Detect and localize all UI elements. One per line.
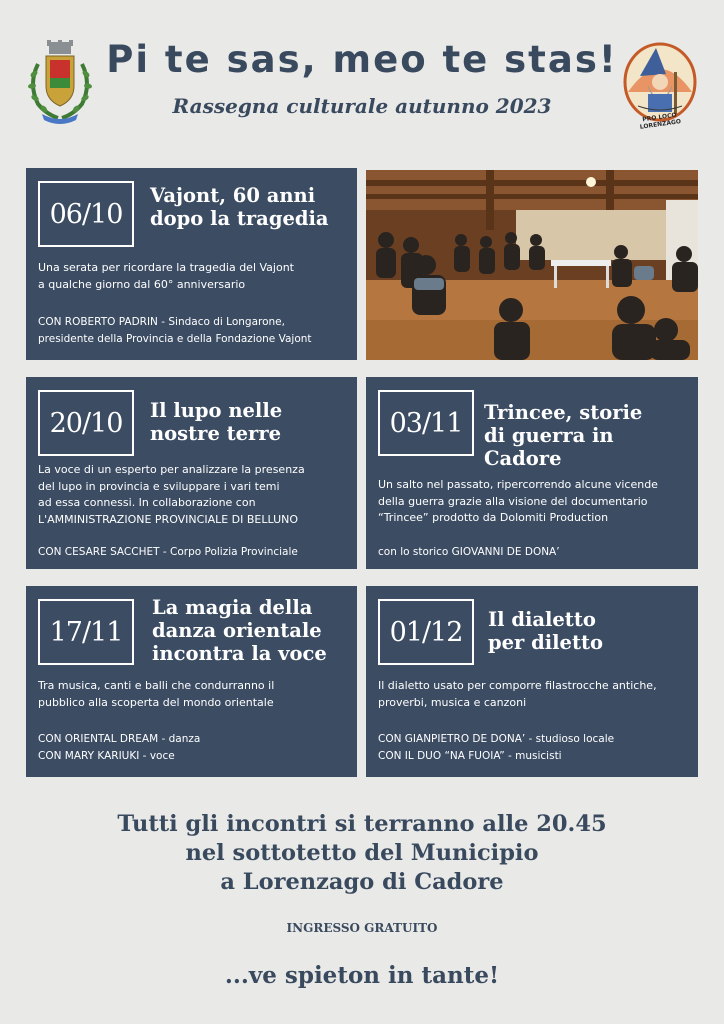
event-date: 17/11 bbox=[38, 599, 134, 665]
event-date: 06/10 bbox=[38, 181, 134, 247]
poster-subtitle: Rassegna culturale autunno 2023 bbox=[172, 94, 552, 118]
closing-slogan: ...ve spieton in tante! bbox=[224, 962, 500, 989]
event-card bbox=[26, 586, 357, 777]
venue-info: Tutti gli incontri si terranno alle 20.45 nel sottotetto del Municipio a Lorenzago di Cadore bbox=[117, 811, 607, 895]
event-guest: CON CESARE SACCHET - Corpo Polizia Provinciale bbox=[38, 546, 298, 558]
event-card bbox=[26, 377, 357, 569]
event-guest: CON GIANPIETRO DE DONA’ - studioso locale CON IL DUO “NA FUOIA” - musicisti bbox=[378, 733, 615, 762]
event-guest: con lo storico GIOVANNI DE DONA’ bbox=[378, 546, 560, 558]
pro-loco-label: PRO LOCO LORENZAGO bbox=[639, 111, 682, 131]
event-description: La voce di un esperto per analizzare la presenza del lupo in provincia e sviluppare i vari temi ad essa connessi. In collaborazione con L'AMMINISTRAZIONE PROVINCIALE DI BELLUNO bbox=[38, 463, 305, 526]
poster-title: Pi te sas, meo te stas! bbox=[106, 38, 618, 81]
event-title: La magia della danza orientale incontra la voce bbox=[152, 596, 327, 665]
event-guest: CON ORIENTAL DREAM - danza CON MARY KARIUKI - voce bbox=[38, 733, 201, 762]
event-description: Il dialetto usato per comporre filastrocche antiche, proverbi, musica e canzoni bbox=[378, 679, 657, 709]
event-title: Il lupo nelle nostre terre bbox=[150, 399, 283, 445]
event-date: 01/12 bbox=[378, 599, 474, 665]
event-guest: CON ROBERTO PADRIN - Sindaco di Longarone, presidente della Provincia e della Fondazione Vajont bbox=[38, 316, 312, 345]
event-title: Vajont, 60 anni dopo la tragedia bbox=[150, 184, 329, 230]
event-date: 03/11 bbox=[378, 390, 474, 456]
event-title: Trincee, storie di guerra in Cadore bbox=[484, 401, 643, 470]
event-date: 20/10 bbox=[38, 390, 134, 456]
event-card bbox=[26, 168, 357, 360]
event-description: Tra musica, canti e balli che condurranno il pubblico alla scoperta del mondo orientale bbox=[38, 679, 275, 709]
free-entry-label: INGRESSO GRATUITO bbox=[286, 921, 438, 935]
event-title: Il dialetto per diletto bbox=[488, 608, 603, 654]
event-card bbox=[366, 377, 698, 569]
event-description: Una serata per ricordare la tragedia del Vajont a qualche giorno dal 60° anniversario bbox=[38, 261, 294, 291]
audience-in-attic-hall-photo bbox=[366, 170, 698, 360]
event-description: Un salto nel passato, ripercorrendo alcune vicende della guerra grazie alla visione del documentario “Trincee” prodotto da Dolomiti Production bbox=[378, 478, 658, 524]
event-card bbox=[366, 586, 698, 777]
